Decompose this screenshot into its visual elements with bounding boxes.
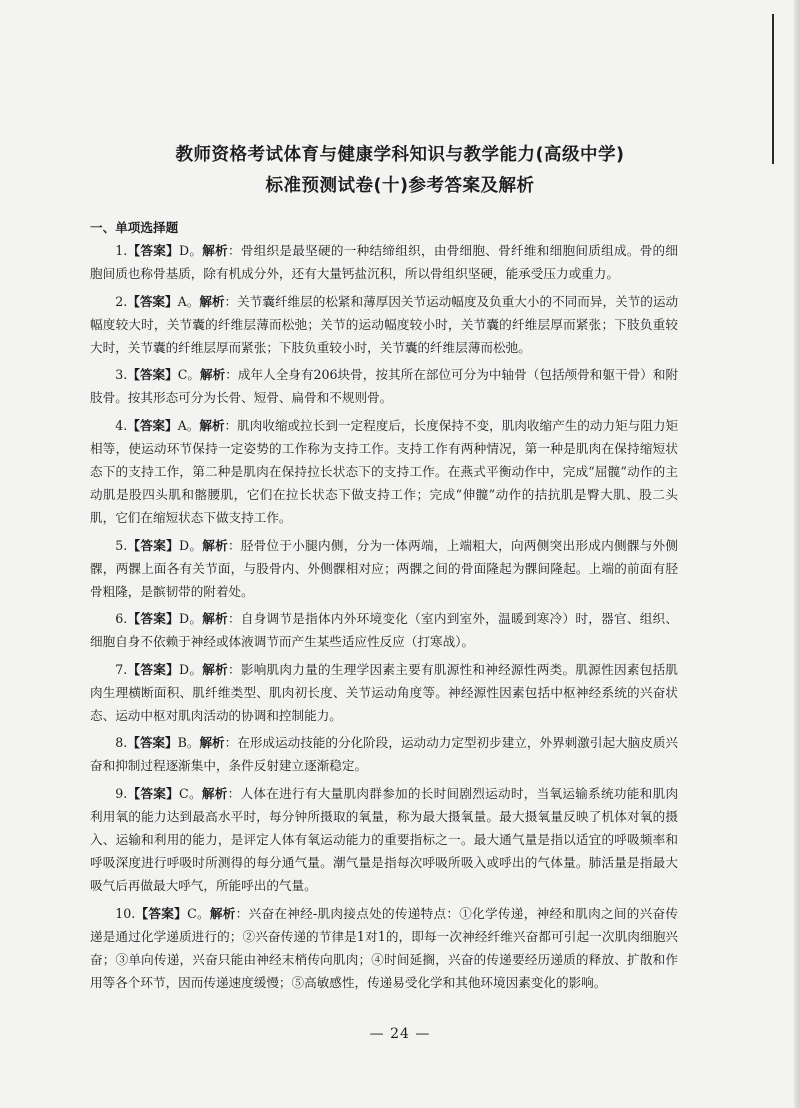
answer-choice: C	[187, 905, 197, 921]
answer-item: 4.【答案】A。解析：肌肉收缩或拉长到一定程度后，长度保持不变，肌肉收缩产生的动力矩与阻力矩相等，使运动环节保持一定姿势的工作称为支持工作。支持工作有两种情况，第一种是肌肉在保持缩短状态下的支持工作，第二种是肌肉在保持拉长状态下的支持工作。在燕式平衡动作中，完成“屈髋”动作的主动肌是股四头肌和髂腰肌，它们在拉长状态下做支持工作；完成“伸髋”动作的拮抗肌是臀大肌、股二头肌，它们在缩短状态下做支持工作。	[90, 417, 679, 526]
explanation-label: 解析	[202, 611, 228, 627]
question-number: 8.	[115, 735, 128, 751]
explanation-label: 解析	[199, 417, 225, 433]
explanation-text: 肌肉收缩或拉长到一定程度后，长度保持不变，肌肉收缩产生的动力矩与阻力矩相等，使运动环节保持一定姿势的工作称为支持工作。支持工作有两种情况，第一种是肌肉在保持缩短状态下的支持工作，第二种是肌肉在保持拉长状态下的支持工作。在燕式平衡动作中，完成“屈髋”动作的主动肌是股四头肌和髂腰肌，它们在拉长状态下做支持工作；完成“伸髋”动作的拮抗肌是臀大肌、股二头肌，它们在缩短状态下做支持工作。	[90, 417, 679, 526]
explanation-label: 解析	[209, 905, 236, 921]
question-number: 2.	[115, 293, 128, 309]
question-number: 1.	[115, 243, 128, 259]
section-heading: 一、单项选择题	[90, 220, 179, 235]
answer-label: 【答案】	[127, 367, 178, 383]
explanation-text: 自身调节是指体内外环境变化（室内到室外，温暖到寒冷）时，器官、组织、细胞自身不依赖于神经或体液调节而产生某些适应性反应（打寒战）。	[90, 611, 679, 650]
answer-item: 7.【答案】D。解析：影响肌肉力量的生理学因素主要有肌源性和神经源性两类。肌源性因素包括肌肉生理横断面积、肌纤维类型、肌肉初长度、关节运动角度等。神经源性因素包括中枢神经系统的兴奋状态、运动中枢对肌肉活动的协调和控制能力。	[90, 661, 679, 724]
question-number: 9.	[115, 785, 128, 801]
answer-label: 【答案】	[127, 243, 179, 259]
answer-choice: D	[178, 243, 190, 259]
answer-item: 6.【答案】D。解析：自身调节是指体内外环境变化（室内到室外，温暖到寒冷）时，器官、组织、细胞自身不依赖于神经或体液调节而产生某些适应性反应（打寒战）。	[90, 611, 679, 650]
answer-choice: A	[177, 417, 187, 433]
question-number: 3.	[115, 367, 128, 383]
answer-item: 3.【答案】C。解析：成年人全身有206块骨，按其所在部位可分为中轴骨（包括颅骨和躯干骨）和附肢骨。按其形态可分为长骨、短骨、扁骨和不规则骨。	[90, 367, 679, 406]
answer-label: 【答案】	[127, 735, 178, 751]
answer-label: 【答案】	[127, 537, 179, 553]
answer-choice: D	[178, 537, 190, 553]
answer-item: 8.【答案】B。解析：在形成运动技能的分化阶段，运动动力定型初步建立，外界刺激引起大脑皮质兴奋和抑制过程逐渐集中，条件反射建立逐渐稳定。	[90, 735, 679, 774]
question-number: 4.	[115, 417, 128, 433]
explanation-label: 解析	[202, 537, 228, 553]
question-number: 6.	[115, 611, 128, 627]
answer-label: 【答案】	[135, 905, 188, 921]
answer-choice: D	[178, 611, 190, 627]
answer-item: 2.【答案】A。解析：关节囊纤维层的松紧和薄厚因关节运动幅度及负重大小的不同而异，关节的运动幅度较大时，关节囊的纤维层薄而松弛；关节的运动幅度较小时，关节囊的纤维层厚而紧张；下肢负重较大时，关节囊的纤维层厚而紧张；下肢负重较小时，关节囊的纤维层薄而松弛。	[90, 293, 679, 356]
explanation-text: 人体在进行有大量肌肉群参加的长时间剧烈运动时，当氧运输系统功能和肌肉利用氧的能力达到最高水平时，每分钟所摄取的氧量，称为最大摄氧量。最大摄氧量反映了机体对氧的摄入、运输和利用的能力，是评定人体有氧运动能力的重要指标之一。最大通气量是指以适宜的呼吸频率和呼吸深度进行呼吸时所测得的每分通气量。潮气量是指每次呼吸所吸入或呼出的气体量。肺活量是指最大吸气后再做最大呼气，所能呼出的气量。	[90, 785, 679, 894]
explanation-label: 解析	[199, 735, 225, 751]
explanation-label: 解析	[199, 293, 225, 309]
explanation-text: 胫骨位于小腿内侧，分为一体两端，上端粗大，向两侧突出形成内侧髁与外侧髁，两髁上面各有关节面，与股骨内、外侧髁相对应；两髁之间的骨面隆起为髁间隆起。上端的前面有胫骨粗隆，是髌韧带的附着处。	[90, 537, 679, 600]
explanation-label: 解析	[199, 367, 226, 383]
answer-choice: A	[177, 293, 187, 309]
explanation-text: 影响肌肉力量的生理学因素主要有肌源性和神经源性两类。肌源性因素包括肌肉生理横断面积、肌纤维类型、肌肉初长度、关节运动角度等。神经源性因素包括中枢神经系统的兴奋状态、运动中枢对肌肉活动的协调和控制能力。	[90, 661, 679, 724]
answer-list	[90, 239, 678, 994]
answer-label: 【答案】	[127, 661, 179, 677]
explanation-label: 解析	[201, 785, 228, 801]
answer-choice: B	[177, 735, 187, 751]
explanation-text: 成年人全身有206块骨，按其所在部位可分为中轴骨（包括颅骨和躯干骨）和附肢骨。按其形态可分为长骨、短骨、扁骨和不规则骨。	[90, 367, 679, 406]
answer-label: 【答案】	[127, 417, 178, 433]
explanation-label: 解析	[202, 243, 228, 259]
question-number: 5.	[115, 537, 128, 553]
explanation-text: 兴奋在神经-肌肉接点处的传递特点：①化学传递，神经和肌肉之间的兴奋传递是通过化学递质进行的；②兴奋传递的节律是1对1的，即每一次神经纤维兴奋都可引起一次肌肉细胞兴奋；③单向传递，兴奋只能由神经末梢传向肌肉；④时间延搁，兴奋的传递要经历递质的释放、扩散和作用等各个环节，因而传递速度缓慢；⑤高敏感性，传递易受化学和其他环境因素变化的影响。	[90, 905, 679, 991]
answer-item: 5.【答案】D。解析：胫骨位于小腿内侧，分为一体两端，上端粗大，向两侧突出形成内侧髁与外侧髁，两髁上面各有关节面，与股骨内、外侧髁相对应；两髁之间的骨面隆起为髁间隆起。上端的前面有胫骨粗隆，是髌韧带的附着处。	[90, 537, 679, 600]
question-number: 7.	[115, 661, 128, 677]
explanation-text: 骨组织是最坚硬的一种结缔组织，由骨细胞、骨纤维和细胞间质组成。骨的细胞间质也称骨基质，除有机成分外，还有大量钙盐沉积，所以骨组织坚硬，能承受压力或重力。	[90, 243, 679, 282]
page-number: — 24 —	[369, 1026, 431, 1042]
answer-choice: C	[177, 367, 188, 383]
document-title	[0, 142, 800, 204]
answer-item: 10.【答案】C。解析：兴奋在神经-肌肉接点处的传递特点：①化学传递，神经和肌肉之间的兴奋传递是通过化学递质进行的；②兴奋传递的节律是1对1的，即每一次神经纤维兴奋都可引起一次肌肉细胞兴奋；③单向传递，兴奋只能由神经末梢传向肌肉；④时间延搁，兴奋的传递要经历递质的释放、扩散和作用等各个环节，因而传递速度缓慢；⑤高敏感性，传递易受化学和其他环境因素变化的影响。	[90, 905, 679, 991]
answer-choice: C	[179, 785, 189, 801]
answer-label: 【答案】	[127, 611, 179, 627]
answer-choice: D	[178, 661, 190, 677]
answer-item: 1.【答案】D。解析：骨组织是最坚硬的一种结缔组织，由骨细胞、骨纤维和细胞间质组成。骨的细胞间质也称骨基质，除有机成分外，还有大量钙盐沉积，所以骨组织坚硬，能承受压力或重力。	[90, 243, 679, 282]
answer-label: 【答案】	[127, 785, 180, 801]
explanation-label: 解析	[202, 661, 228, 677]
title-line-2: 标准预测试卷(十)参考答案及解析	[265, 176, 535, 196]
answer-content	[90, 216, 678, 999]
explanation-text: 在形成运动技能的分化阶段，运动动力定型初步建立，外界刺激引起大脑皮质兴奋和抑制过程逐渐集中，条件反射建立逐渐稳定。	[90, 735, 679, 774]
question-number: 10.	[115, 905, 136, 921]
explanation-text: 关节囊纤维层的松紧和薄厚因关节运动幅度及负重大小的不同而异，关节的运动幅度较大时，关节囊的纤维层薄而松弛；关节的运动幅度较小时，关节囊的纤维层厚而紧张；下肢负重较大时，关节囊的纤维层厚而紧张；下肢负重较小时，关节囊的纤维层薄而松弛。	[90, 293, 679, 356]
answer-label: 【答案】	[127, 293, 178, 309]
title-line-1: 教师资格考试体育与健康学科知识与教学能力(高级中学)	[175, 145, 625, 165]
answer-item: 9.【答案】C。解析：人体在进行有大量肌肉群参加的长时间剧烈运动时，当氧运输系统功能和肌肉利用氧的能力达到最高水平时，每分钟所摄取的氧量，称为最大摄氧量。最大摄氧量反映了机体对氧的摄入、运输和利用的能力，是评定人体有氧运动能力的重要指标之一。最大通气量是指以适宜的呼吸频率和呼吸深度进行呼吸时所测得的每分通气量。潮气量是指每次呼吸所吸入或呼出的气体量。肺活量是指最大吸气后再做最大呼气，所能呼出的气量。	[90, 785, 679, 894]
